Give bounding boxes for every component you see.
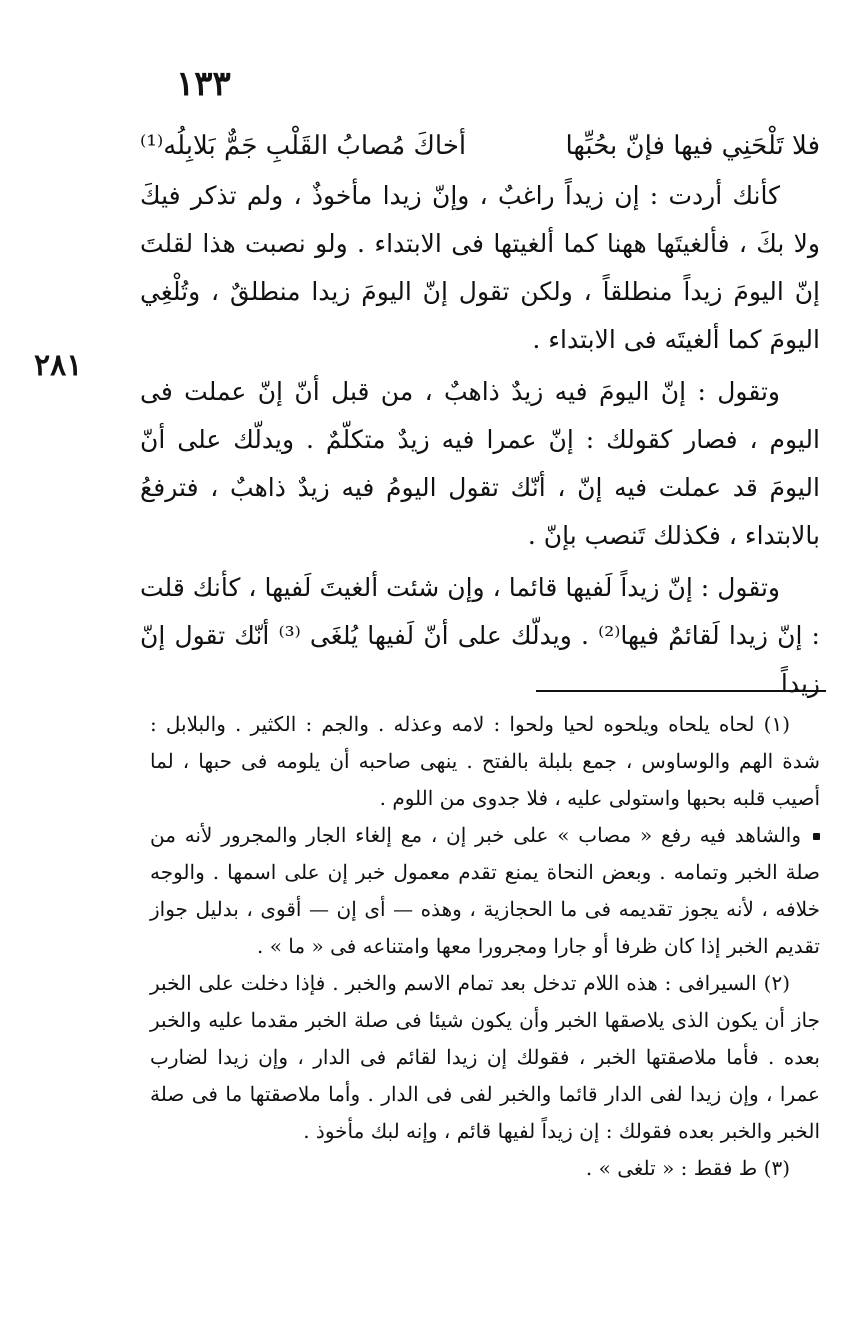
- footnote-1: (١) لحاه يلحاه ويلحوه لحيا ولحوا : لامه وعذله . والجم : الكثير . والبلابل : شدة الهم والوساوس ، جمع بلبلة بالفتح . ينهى صاحبه أن يلومه فى حبها ، لما أصيب قلبه بحبها واستولى عليه ، فلا جدوى من اللوم .: [150, 712, 820, 810]
- footnote-3: (٣) ط فقط : « تلغى » .: [585, 1156, 790, 1180]
- paragraph-1: كأنك أردت : إن زيداً راغبٌ ، وإنّ زيدا مأخوذٌ ، ولم تذكر فيكَ ولا بكَ ، فألغيتَها ههنا كما ألغيتها فى الابتداء . ولو نصبت هذا لقلتَ إنّ اليومَ زيداً منطلقاً ، ولكن تقول إنّ اليومَ زيدا منطلقٌ ، وتُلْغِي اليومَ كما ألغيتَه فى الابتداء .: [140, 181, 820, 354]
- poetry-verse: [140, 120, 820, 172]
- footnote-1-continued-text: والشاهد فيه رفع « مصاب » على خبر إن ، مع إلغاء الجار والمجرور لأنه من صلة الخبر وتمامه . وبعض النحاة يمنع تقدم معمول خبر إن على اسمها . والوجه خلافه ، لأنه يجوز تقديمه فى ما الحجازية ، وهذه — أى إن — أقوى ، بدليل جواز تقديم الخبر إذا كان ظرفا أو جارا ومجرورا معها وامتناعه فى « ما » .: [150, 823, 820, 958]
- paragraph-3: وتقول : إنّ زيداً لَفيها قائما ، وإن شئت ألغيتَ لَفيها ، كأنك قلت : إنّ زيدا لَقائمٌ فيها⁽²⁾ . ويدلّك على أنّ لَفيها يُلغَى ⁽³⁾ أنّك تقول إنّ زيداً: [140, 573, 820, 698]
- footnote-1-continued: [150, 817, 820, 965]
- verse-first-hemistich: فلا تَلْحَنِي فيها فإنّ بحُبِّها: [565, 131, 820, 161]
- footnote-2: (٢) السيرافى : هذه اللام تدخل بعد تمام الاسم والخبر . فإذا دخلت على الخبر جاز أن يكون الذى يلاصقها الخبر وأن يكون شيئا فى صلة الخبر مقدما عليه والخبر بعده . فأما ملاصقتها الخبر ، فقولك إن زيدا لقائم فى الدار ، وإن زيدا لضارب عمرا ، وإن زيدا لفى الدار قائما والخبر لفى فى الدار . وأما ملاصقتها ما فى صلة الخبر والخبر بعده فقولك : إن زيداً لفيها قائم ، وإنه لبك مأخوذ .: [150, 971, 820, 1143]
- verse-second-hemistich: أخاكَ مُصابُ القَلْبِ جَمٌّ بَلابِلُه⁽¹⁾: [140, 131, 467, 161]
- main-text: [140, 120, 820, 708]
- page-number: ١٣٣: [176, 64, 231, 104]
- bullet-icon: [813, 833, 820, 840]
- margin-number: ٢٨١: [34, 348, 83, 383]
- footnotes: [150, 706, 820, 1187]
- paragraph-2: وتقول : إنّ اليومَ فيه زيدٌ ذاهبٌ ، من قبل أنّ إنّ عملت فى اليوم ، فصار كقولك : إنّ عمرا فيه زيدٌ متكلّمٌ . ويدلّك على أنّ اليومَ قد عملت فيه إنّ ، أنّك تقول اليومُ فيه زيدٌ ذاهبٌ ، فترفعُ بالابتداء ، فكذلك تَنصب بإنّ .: [140, 377, 820, 550]
- footnote-separator: [536, 690, 826, 692]
